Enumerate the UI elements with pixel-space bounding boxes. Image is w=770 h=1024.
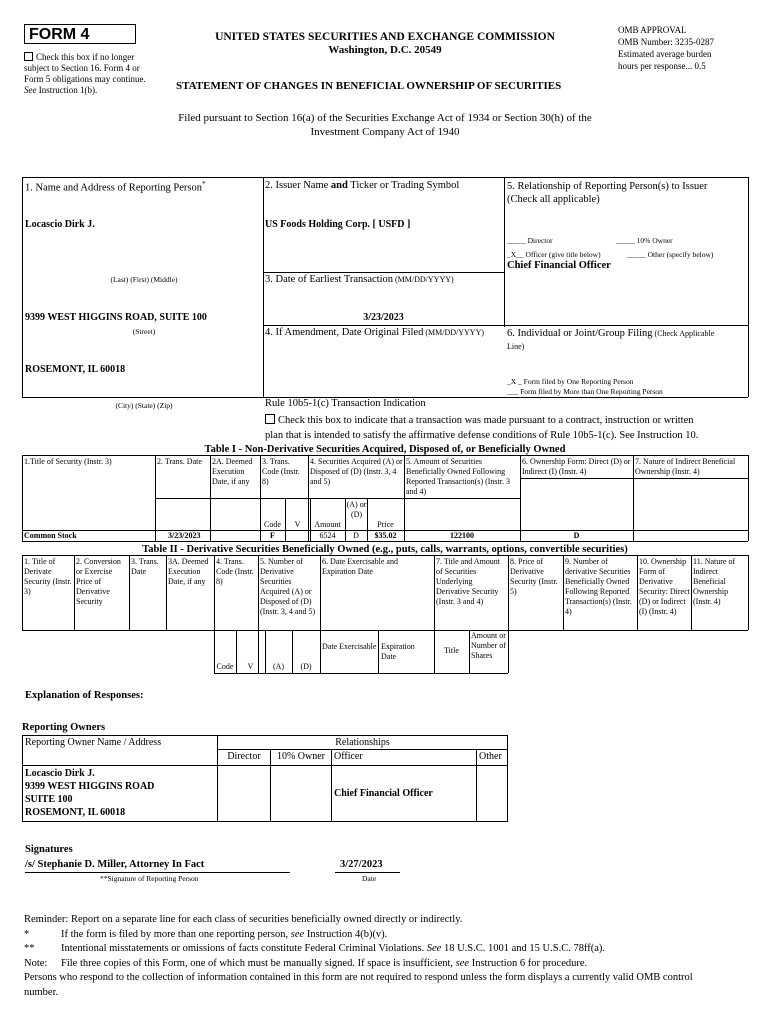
see-label: See: [24, 85, 37, 95]
t1-sub-a-or-d: (A) or (D): [346, 500, 367, 519]
t2-col-title: 1. Title of Derivate Security (Instr. 3): [24, 557, 72, 596]
ro-header-relationships: Relationships: [218, 736, 508, 750]
reminder-text: Reminder: Report on a separate line for each class of securities beneficially owned directly or indirectly.: [24, 914, 463, 925]
t2-col-title-amount: 7. Title and Amount of Securities Underlying Derivative Security (Instr. 3 and 4): [436, 557, 501, 606]
officer-option: _X__ Officer (give title below): [507, 250, 601, 259]
t1-row-title: Common Stock: [24, 531, 77, 540]
t1-row-ownership-form: D: [573, 531, 580, 540]
signature-name: /s/ Stephanie D. Miller, Attorney In Fact: [25, 859, 205, 870]
city-state-zip-label: (City) (State) (Zip): [115, 401, 173, 410]
persons-notice: Persons who respond to the collection of information contained in this form are not required to respond unless the form displays a currently valid OMB control number.: [24, 972, 693, 998]
box3-label: 3. Date of Earliest Transaction (MM/DD/YYYY): [265, 274, 454, 285]
t1-row-a-or-d: D: [353, 531, 359, 540]
t1-sub-code: Code: [264, 520, 281, 529]
one-reporting-person-option: _X _ Form filed by One Reporting Person: [507, 377, 634, 386]
explanation-heading: Explanation of Responses:: [25, 690, 144, 701]
t1-sub-v: V: [294, 520, 301, 529]
form-title: FORM 4: [24, 24, 136, 44]
t2-sub-a: (A): [272, 662, 285, 671]
t1-col-nature-ownership: 7. Nature of Indirect Beneficial Ownership (Instr. 4): [635, 457, 736, 476]
date-label: Date: [362, 874, 377, 883]
box4-label: 4. If Amendment, Date Original Filed (MM/DD/YYYY): [265, 327, 485, 338]
street-label: (Street): [132, 327, 156, 336]
omb-line-4: hours per response... 0.5: [618, 61, 706, 71]
t2-col-nature-ownership: 11. Nature of Indirect Beneficial Ownership (Instr. 4): [693, 557, 736, 606]
ro-header-ten-percent: 10% Owner: [271, 750, 332, 766]
t2-sub-expiration-date: Expiration Date: [381, 642, 415, 661]
name-parts-label: (Last) (First) (Middle): [110, 275, 178, 284]
ro-officer-title: Chief Financial Officer: [332, 766, 477, 822]
t1-row-date: 3/23/2023: [168, 531, 201, 540]
section16-checkbox-text: Check this box if no longer subject to Section 16. Form 4 or Form 5 obligations may continue.: [24, 52, 146, 84]
box2-label: 2. Issuer Name and Ticker or Trading Symbol: [265, 180, 460, 191]
box6-label: 6. Individual or Joint/Group Filing (Check Applicable Line): [507, 328, 715, 351]
reporting-person-name: Locascio Dirk J.: [25, 219, 95, 230]
reporting-person-city: ROSEMONT, IL 60018: [25, 364, 126, 375]
reporting-person-street: 9399 WEST HIGGINS ROAD, SUITE 100: [25, 312, 207, 323]
table2-title: Table II - Derivative Securities Beneficially Owned (e.g., puts, calls, warrants, options, convertible securities): [142, 544, 628, 555]
t1-row-code: F: [270, 531, 275, 540]
filed-pursuant: [120, 111, 650, 139]
footnote-3: Note: File three copies of this Form, one of which must be manually signed. If space is insufficient, see Instruction 6 for procedure.: [24, 957, 588, 969]
filed-line-2: Investment Company Act of 1940: [310, 126, 460, 138]
t1-sub-price: Price: [377, 520, 394, 529]
ro-owner-cell: Locascio Dirk J. 9399 WEST HIGGINS ROAD SUITE 100 ROSEMONT, IL 60018: [23, 766, 218, 822]
t1-row-amount-owned: 122100: [450, 531, 474, 540]
footer-notes: [24, 913, 754, 1000]
t1-col-trans-code: 3. Trans. Code (Instr. 8): [262, 457, 300, 486]
t2-sub-title: Title: [444, 646, 459, 655]
omb-line-3: Estimated average burden: [618, 49, 712, 59]
t2-col-conversion-price: 2. Conversion or Exercise Price of Derivative Security: [76, 557, 121, 606]
box5-label: 5. Relationship of Reporting Person(s) to Issuer (Check all applicable): [507, 181, 708, 205]
ro-header-officer: Officer: [332, 750, 477, 766]
t2-col-exercisable-expiration: 6. Date Exercisable and Expiration Date: [322, 557, 398, 576]
rule-10b5-text: Check this box to indicate that a transaction was made pursuant to a contract, instruction or written plan that is intended to satisfy the affirmative defense conditions of Rule 10b5-1(c). See Instruction 10.: [265, 415, 699, 441]
t2-col-number-derivative: 5. Number of Derivative Securities Acquired (A) or Disposed of (D) (Instr. 3, 4 and 5): [260, 557, 316, 616]
ten-percent-owner-option: _____ 10% Owner: [616, 236, 673, 245]
rule-10b5-title: Rule 10b5-1(c) Transaction Indication: [265, 398, 426, 409]
t2-col-price: 8. Price of Derivative Security (Instr. 5): [510, 557, 558, 596]
t1-row-price: $35.02: [374, 531, 397, 540]
t1-col-ownership-form: 6. Ownership Form: Direct (D) or Indirect (I) (Instr. 4): [522, 457, 631, 476]
issuer-name: US Foods Holding Corp. [ USFD ]: [265, 219, 411, 230]
agency-location: Washington, D.C. 20549: [328, 44, 442, 56]
t1-row-amount: 6524: [319, 531, 336, 540]
box1-label: 1. Name and Address of Reporting Person*: [25, 180, 206, 194]
signature-label: **Signature of Reporting Person: [100, 874, 199, 883]
agency-name: UNITED STATES SECURITIES AND EXCHANGE COMMISSION: [215, 31, 555, 43]
t2-col-deemed-date: 3A. Deemed Execution Date, if any: [168, 557, 209, 586]
t1-sub-amount: Amount: [314, 520, 341, 529]
director-option: _____ Director: [507, 236, 553, 245]
rule-10b5-checkbox[interactable]: [265, 414, 275, 424]
section16-checkbox-block: [24, 52, 156, 96]
t2-col-ownership-form: 10. Ownership Form of Derivative Security: Direct (D) or Indirect (I) (Instr. 4): [639, 557, 690, 616]
t2-sub-v: V: [247, 662, 254, 671]
t2-sub-d: (D): [300, 662, 312, 671]
t2-sub-amount-shares: Amount or Number of Shares: [471, 631, 506, 660]
table1-title: Table I - Non-Derivative Securities Acquired, Disposed of, or Beneficially Owned: [204, 444, 566, 455]
footnote-2: ** Intentional misstatements or omissions of facts constitute Federal Criminal Violations. See 18 U.S.C. 1001 and 15 U.S.C. 78ff(a).: [24, 943, 606, 954]
more-reporting-persons-option: ___ Form filed by More than One Reporting Person: [507, 387, 663, 396]
section16-checkbox[interactable]: [24, 52, 33, 61]
t2-col-number-owned: 9. Number of derivative Securities Beneficially Owned Following Reported Transaction(s) (Instr. 4): [565, 557, 632, 616]
signatures-heading: Signatures: [25, 844, 73, 855]
omb-line-2: OMB Number: 3235-0287: [618, 37, 714, 47]
omb-line-1: OMB APPROVAL: [618, 25, 687, 35]
earliest-transaction-date: 3/23/2023: [363, 312, 404, 323]
footnote-1: * If the form is filed by more than one reporting person, see Instruction 4(b)(v).: [24, 928, 388, 940]
t2-sub-date-exercisable: Date Exercisable: [322, 642, 377, 651]
t1-col-deemed-date: 2A. Deemed Execution Date, if any: [212, 457, 253, 486]
ro-header-other: Other: [477, 750, 508, 766]
t2-col-trans-code: 4. Trans. Code (Instr. 8): [216, 557, 254, 586]
reporting-owners-table: [22, 735, 508, 822]
t2-col-trans-date: 3. Trans. Date: [131, 557, 159, 576]
ro-header-name: Reporting Owner Name / Address: [23, 736, 218, 766]
filed-line-1: Filed pursuant to Section 16(a) of the Securities Exchange Act of 1934 or Section 30(h) of the: [178, 112, 592, 124]
t1-col-securities-acquired: 4. Securities Acquired (A) or Disposed of (D) (Instr. 3, 4 and 5): [310, 457, 403, 486]
reporting-owners-heading: Reporting Owners: [22, 722, 106, 733]
officer-title: Chief Financial Officer: [507, 260, 611, 271]
statement-title: STATEMENT OF CHANGES IN BENEFICIAL OWNERSHIP OF SECURITIES: [176, 80, 562, 92]
omb-approval-box: [618, 24, 758, 72]
instruction-ref: Instruction 1(b).: [36, 85, 98, 95]
t1-col-amount-owned: 5. Amount of Securities Beneficially Owned Following Reported Transaction(s) (Instr. 3 and 4): [406, 457, 510, 496]
ro-header-director: Director: [218, 750, 271, 766]
t1-col-title: 1.Title of Security (Instr. 3): [24, 457, 112, 466]
other-option: _____ Other (specify below): [627, 250, 714, 259]
t1-col-trans-date: 2. Trans. Date: [157, 457, 202, 466]
signature-date: 3/27/2023: [340, 859, 383, 870]
t2-sub-code: Code: [216, 662, 234, 671]
